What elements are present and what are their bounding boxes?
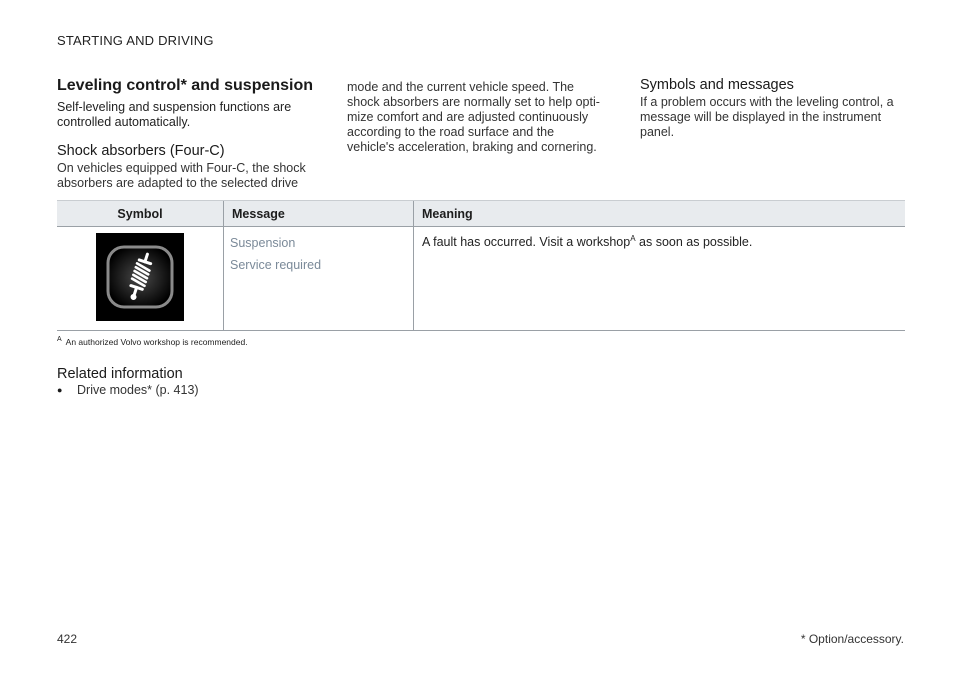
column-2 <box>347 80 605 155</box>
suspension-warning-icon <box>96 233 184 321</box>
message-cell <box>224 227 414 331</box>
intro-lead: Self-leveling and suspension functions are controlled automatically. <box>57 100 292 129</box>
table-header-message: Message <box>224 201 414 227</box>
related-list <box>57 383 199 397</box>
page-title: Leveling control* and suspension <box>57 77 314 94</box>
message-line-suspension: Suspension <box>230 236 296 250</box>
table-row <box>57 227 905 331</box>
symbols-table <box>57 200 905 331</box>
column-3 <box>640 76 898 140</box>
option-accessory-note: * Option/accessory. <box>800 632 904 646</box>
related-link-drive-modes[interactable]: Drive modes* (p. 413) <box>77 383 199 397</box>
table-footnote <box>57 336 248 347</box>
table-header-row <box>57 201 905 227</box>
column-1 <box>57 76 315 191</box>
section-header: STARTING AND DRIVING <box>57 33 214 48</box>
symbols-messages-text: If a problem occurs with the leveling control, a message will be displayed in the instrument panel. <box>640 95 894 139</box>
footnote-reference: A <box>630 234 636 243</box>
footnote-text: An authorized Volvo workshop is recommended. <box>65 336 248 347</box>
shock-absorbers-heading: Shock absorbers (Four-C) <box>57 143 225 159</box>
footnote-mark: A <box>57 336 62 343</box>
symbols-messages-heading: Symbols and messages <box>640 77 794 93</box>
symbol-cell <box>57 227 224 331</box>
shock-absorbers-text-continued: mode and the current vehicle speed. The shock absorbers are normally set to help opti-mize comfort and are adjusted continuously according to the road surface and the vehicle's acceleration, braking and cornering. <box>347 80 600 154</box>
meaning-cell <box>414 227 906 331</box>
bullet-icon: ● <box>57 385 63 395</box>
table-header-symbol: Symbol <box>57 201 224 227</box>
message-line-service-required: Service required <box>230 258 322 272</box>
table-header-meaning: Meaning <box>414 201 906 227</box>
shock-absorbers-text: On vehicles equipped with Four-C, the shock absorbers are adapted to the selected drive <box>57 161 306 190</box>
related-information-heading: Related information <box>57 366 183 382</box>
meaning-text-end: as soon as possible. <box>635 235 753 250</box>
page-number: 422 <box>57 632 78 646</box>
list-item <box>57 383 199 397</box>
meaning-text: A fault has occurred. Visit a workshop <box>422 235 631 250</box>
